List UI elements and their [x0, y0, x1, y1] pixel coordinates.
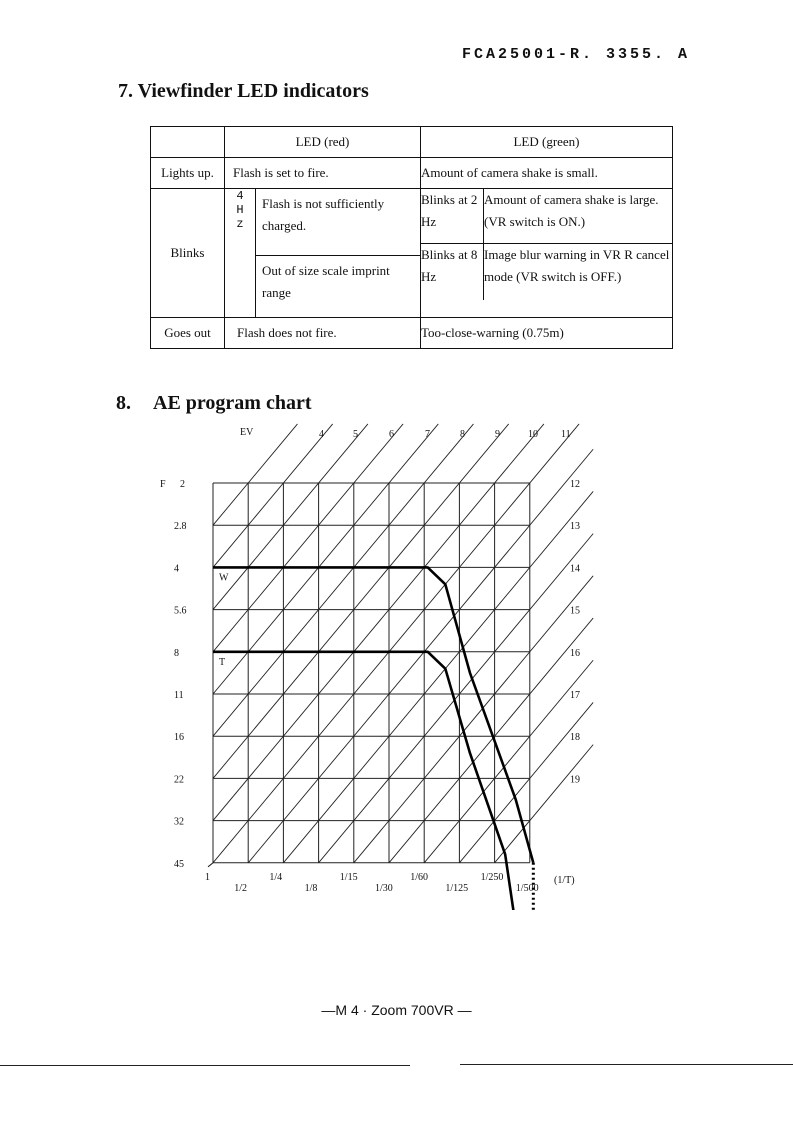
blinks-green-cell [421, 189, 673, 318]
table-corner [151, 127, 225, 158]
ev-diagonal [213, 424, 368, 610]
ev-diagonal [213, 424, 438, 694]
blinks-red-cell [256, 189, 421, 318]
ev-right-label: 16 [570, 647, 580, 659]
ev-diagonal [213, 424, 473, 736]
blinks-red-1: Flash is not sufficiently charged. [256, 189, 420, 256]
out-red-cell: Flash does not fire. [225, 318, 421, 349]
ev-diagonal [213, 424, 509, 778]
ev-right-label: 19 [570, 774, 580, 786]
ev-diagonal [213, 424, 579, 863]
out-green-cell: Too-close-warning (0.75m) [421, 318, 673, 349]
series-lines [213, 567, 533, 910]
x-axis-label: (1/T) [554, 874, 575, 886]
series-line-t [213, 652, 516, 910]
y-tick-label: 22 [174, 774, 184, 786]
ev-top-label: 9 [495, 429, 500, 440]
ev-diagonal [389, 618, 593, 863]
ev-top-label: 4 [319, 429, 324, 440]
freq-char: z [236, 217, 244, 231]
axis-corner [208, 863, 213, 867]
y-tick-label: 45 [174, 858, 184, 870]
ev-diagonal [495, 745, 594, 863]
led-indicator-table [150, 126, 673, 349]
ev-diagonal [424, 660, 593, 863]
ev-right-label: 15 [570, 605, 580, 617]
ae-program-chart [150, 420, 610, 910]
ev-right-label: 18 [570, 732, 580, 744]
ev-diagonal [213, 424, 333, 567]
ev-diagonal [319, 534, 594, 863]
document-code: FCA25001-R. 3355. A [462, 46, 691, 63]
ev-diagonals [213, 424, 593, 863]
lights-red-cell: Flash is set to fire. [225, 158, 421, 189]
x-tick-label: 1/8 [304, 882, 318, 894]
ev-top-label: 5 [353, 429, 358, 440]
freq-char: H [236, 203, 244, 217]
ev-right-label: 13 [570, 521, 580, 533]
series-label-t: T [219, 656, 226, 668]
section-8-heading: AE program chart [153, 392, 312, 414]
ev-top-label: 8 [460, 429, 465, 440]
section-8-number: 8. [116, 392, 131, 414]
y-tick-label: 5.6 [174, 605, 187, 617]
blinks-green-text-1: Amount of camera shake is large. (VR switch is ON.) [484, 189, 673, 244]
blinks-green-rate-1: Blinks at 2 Hz [421, 189, 484, 244]
ev-top-label: 11 [561, 429, 571, 440]
blink-frequency-vertical [225, 189, 256, 318]
section-8-title [116, 392, 312, 415]
blinks-green-rate-2: Blinks at 8 Hz [421, 244, 484, 301]
ev-diagonal [354, 576, 593, 863]
series-label-w: W [219, 572, 229, 584]
x-tick-label: 1/125 [445, 882, 469, 894]
x-tick-label: 1/30 [375, 882, 393, 894]
ev-right-label: 12 [570, 479, 580, 490]
ev-top-label: 6 [389, 429, 394, 440]
y-axis-label: F [160, 479, 166, 490]
ev-diagonal [213, 424, 297, 525]
row-label-goes-out: Goes out [151, 318, 225, 349]
col-header-red: LED (red) [225, 127, 421, 158]
blinks-red-2: Out of size scale imprint range [262, 263, 390, 300]
freq-char: 4 [236, 189, 244, 203]
y-tick-label: 2 [180, 479, 185, 490]
ev-top-label: 10 [528, 429, 538, 440]
bottom-rule-right [460, 1064, 793, 1065]
section-7-title: 7. Viewfinder LED indicators [118, 80, 369, 102]
x-tick-label: 1/60 [410, 871, 428, 883]
x-tick-label: 1/15 [339, 871, 358, 883]
x-tick-label: 1/500 [515, 882, 539, 894]
y-tick-label: 16 [174, 732, 184, 744]
lights-green-cell: Amount of camera shake is small. [421, 158, 673, 189]
x-tick-label: 1/4 [269, 871, 283, 883]
blinks-green-nested [421, 189, 672, 300]
series-line-w [213, 567, 533, 862]
y-tick-label: 8 [174, 647, 179, 659]
blinks-green-text-2: Image blur warning in VR R cancel mode (VR switch is OFF.) [484, 247, 670, 284]
y-tick-label: 4 [174, 563, 179, 575]
row-label-lights-up: Lights up. [151, 158, 225, 189]
ev-right-label: 14 [570, 563, 580, 575]
y-tick-label: 2.8 [174, 521, 187, 533]
page-footer: —M 4 · Zoom 700VR — [321, 1002, 472, 1018]
y-tick-label: 11 [174, 690, 184, 701]
col-header-green: LED (green) [421, 127, 673, 158]
y-tick-label: 32 [174, 816, 184, 828]
ev-top-label: 7 [425, 429, 430, 440]
ev-diagonal [283, 491, 593, 862]
ev-axis-label: EV [240, 427, 254, 438]
ev-diagonal [213, 424, 403, 652]
ev-diagonal [248, 449, 593, 863]
x-tick-label: 1 [205, 871, 210, 883]
ev-right-label: 17 [570, 690, 580, 701]
bottom-rule-left [0, 1065, 410, 1066]
x-tick-label: 1/2 [234, 882, 247, 894]
row-label-blinks: Blinks [151, 189, 225, 318]
x-tick-label: 1/250 [480, 871, 504, 883]
